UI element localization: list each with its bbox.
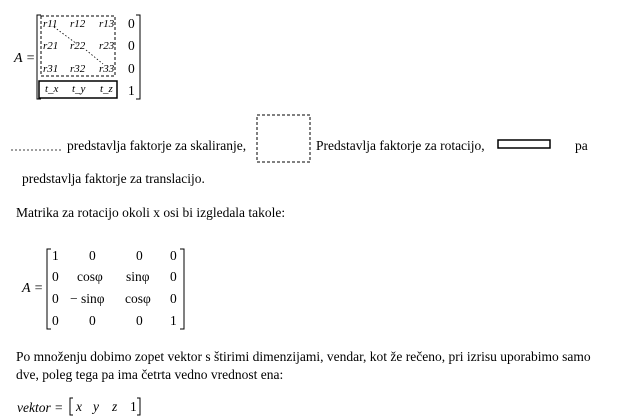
- vector-value: y: [93, 399, 99, 414]
- matrix-1-cell: r21: [43, 40, 59, 52]
- matrix-1-cell: r11: [43, 18, 58, 30]
- translation-description: predstavlja faktorje za translacijo.: [22, 171, 205, 186]
- matrix-1-cell: t_y: [72, 83, 86, 95]
- legend-pa: pa: [575, 138, 588, 153]
- paragraph-multiplication-line-2: dve, poleg tega pa ima četrta vedno vrednost ena:: [16, 367, 284, 382]
- vector-left-bracket: [70, 398, 73, 415]
- matrix-2-cell: 0: [52, 313, 59, 328]
- matrix-2-cell: 1: [170, 313, 177, 328]
- matrix-2-cell: 0: [170, 269, 177, 284]
- matrix-1-cell: r23: [99, 40, 115, 52]
- matrix-1-cell: r31: [43, 63, 59, 75]
- matrix-2-cell: 0: [89, 248, 96, 263]
- matrix-2-cell: 0: [52, 269, 59, 284]
- matrix-2-cell: 0: [89, 313, 96, 328]
- matrix-1-cell: 1: [128, 83, 135, 98]
- scaling-description: predstavlja faktorje za skaliranje,: [67, 138, 247, 153]
- matrix-2-cell: 0: [170, 291, 177, 306]
- matrix-1-cell: t_x: [45, 83, 59, 95]
- matrix-1-cell: t_z: [100, 83, 113, 95]
- matrix-2-label: A =: [22, 281, 44, 296]
- matrix-1-cell: 0: [128, 61, 135, 76]
- matrix-1-cell: r13: [99, 18, 115, 30]
- matrix-2-cell: 0: [170, 248, 177, 263]
- vector-value: x: [76, 399, 82, 414]
- matrix-1-cell: 0: [128, 38, 135, 53]
- matrix-1-cell: r32: [70, 63, 86, 75]
- matrix-2-cell: cosφ: [125, 291, 151, 306]
- matrix-2-cell: sinφ: [126, 269, 150, 284]
- matrix-1-cell: r22: [70, 40, 86, 52]
- matrix-2-cell: 0: [52, 291, 59, 306]
- matrix-2-cell: cosφ: [77, 269, 103, 284]
- matrix-2-cell: − sinφ: [70, 291, 105, 306]
- rotation-description: Predstavlja faktorje za rotacijo,: [316, 138, 485, 153]
- matrix-2-cell: 1: [52, 248, 59, 263]
- matrix-2-cell: 0: [136, 313, 143, 328]
- vector-right-bracket: [137, 398, 140, 415]
- matrix-1-cell: 0: [128, 16, 135, 31]
- vector-value: 1: [130, 399, 137, 414]
- matrix-1-label: A =: [14, 51, 36, 66]
- paragraph-multiplication-line-1: Po množenju dobimo zopet vektor s štirimi dimenzijami, vendar, kot že rečeno, pri izrisu uporabimo samo: [16, 349, 591, 364]
- vector-value: z: [112, 399, 118, 414]
- paragraph-rotation-intro: Matrika za rotacijo okoli x osi bi izgledala takole:: [16, 205, 286, 220]
- vector-label: vektor =: [17, 400, 64, 415]
- matrix-1-cell: r12: [70, 18, 86, 30]
- matrix-2-cell: 0: [136, 248, 143, 263]
- matrix-1-cell: r33: [99, 63, 115, 75]
